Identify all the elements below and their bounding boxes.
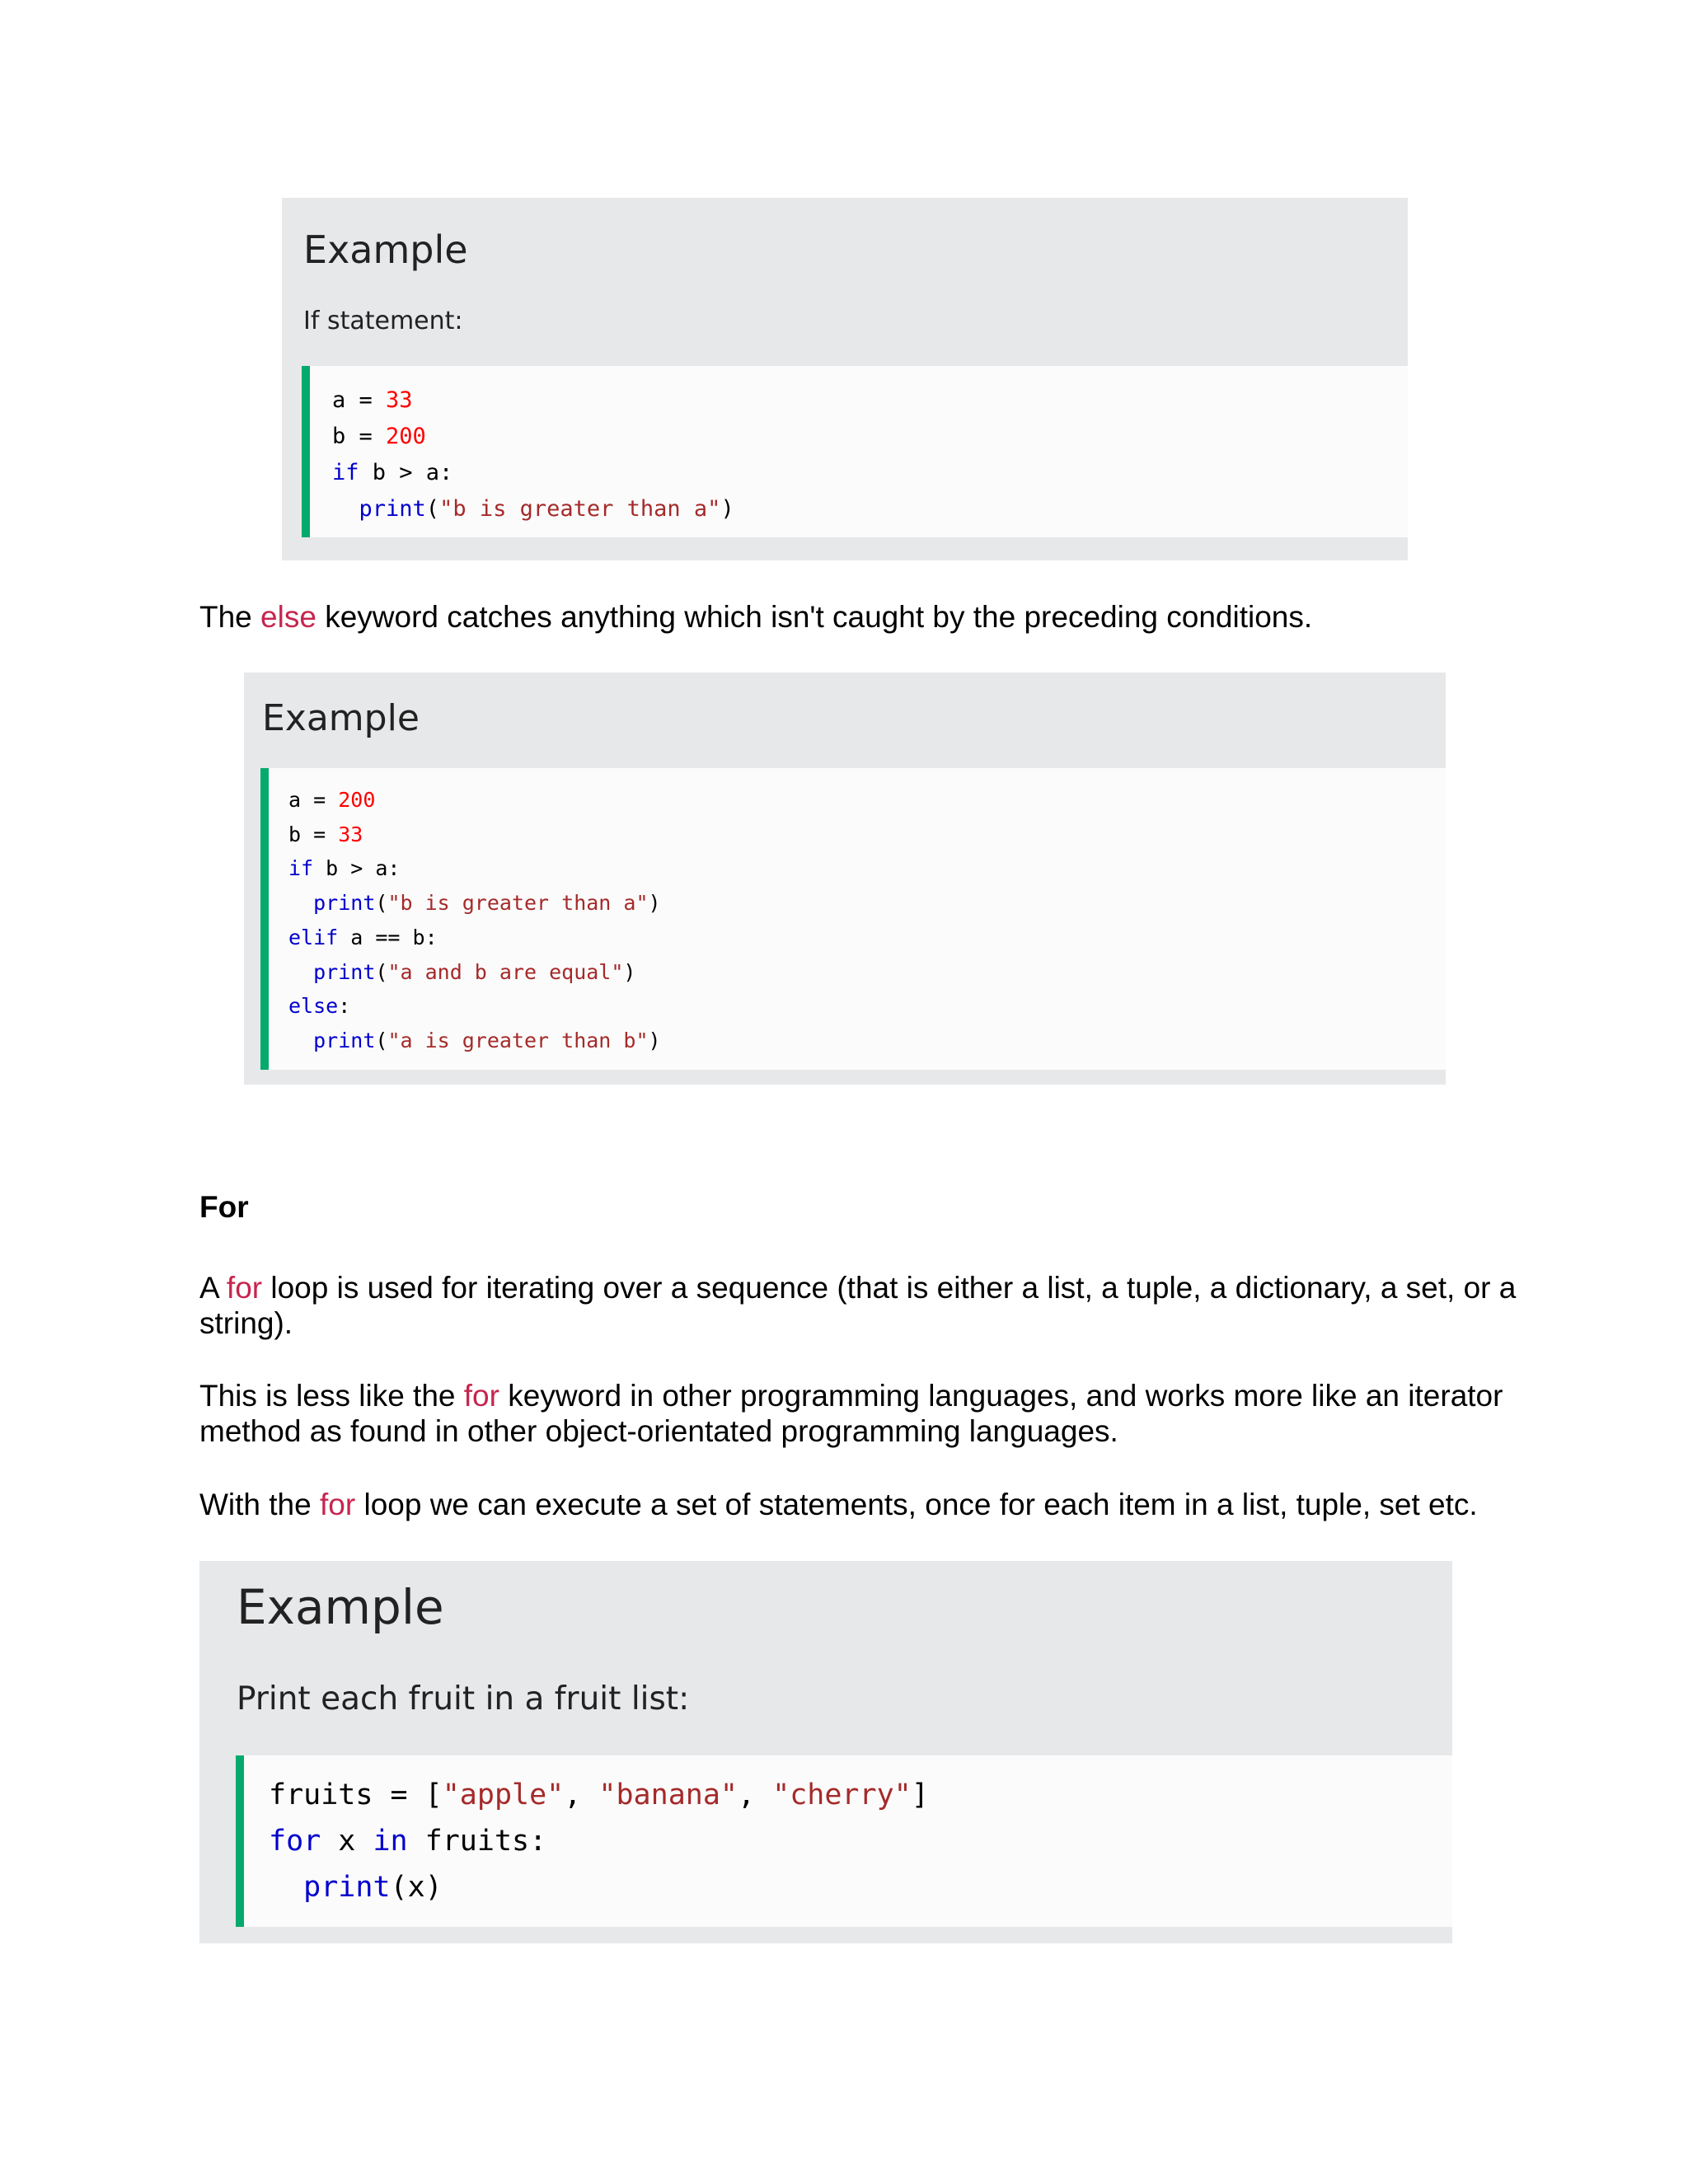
code-line: print("b is greater than a") [313,891,661,916]
paragraph-else: The else keyword catches anything which isn't caught by the preceding conditions. [199,600,1313,634]
section-heading: For [199,1190,249,1224]
inline-keyword: else [260,600,316,634]
paragraph-for-usage: With the for loop we can execute a set of statements, once for each item in a list, tuple, set etc. [199,1488,1478,1521]
inline-keyword: for [320,1488,356,1521]
code-line: else: [288,994,351,1019]
code-line: b = 33 [288,822,363,846]
example-title: Example [303,227,468,272]
code-line: print("a and b are equal") [313,959,636,984]
code-line: for x in fruits: [269,1825,547,1858]
example-subtitle: Print each fruit in a fruit list: [237,1680,690,1718]
code-line: elif a == b: [288,925,438,949]
example-title: Example [262,697,420,739]
code-block-for [236,1755,1452,1927]
code-line: if b > a: [288,856,401,881]
code-line: a = 200 [288,788,376,812]
code-line: b = 200 [332,424,426,449]
example-title: Example [237,1579,444,1635]
example-subtitle: If statement: [303,307,463,335]
inline-keyword: for [463,1379,499,1413]
inline-keyword: for [226,1271,263,1305]
code-line: print("a is greater than b") [313,1028,661,1052]
code-block-elif [260,768,1446,1070]
paragraph-for-intro: A for loop is used for iterating over a sequence (that is either a list, a tuple, a dictionary, a set, or a string). [199,1271,1517,1340]
code-block-if [302,366,1408,537]
code-line: print("b is greater than a") [359,496,734,522]
code-line: a = 33 [332,387,413,413]
code-line: fruits = ["apple", "banana", "cherry"] [269,1779,929,1811]
paragraph-for-comparison: This is less like the for keyword in other programming languages, and works more like an iterator method as found in other object-orientated programming languages. [199,1379,1503,1448]
code-line: if b > a: [332,460,453,485]
code-line: print(x) [303,1871,443,1904]
